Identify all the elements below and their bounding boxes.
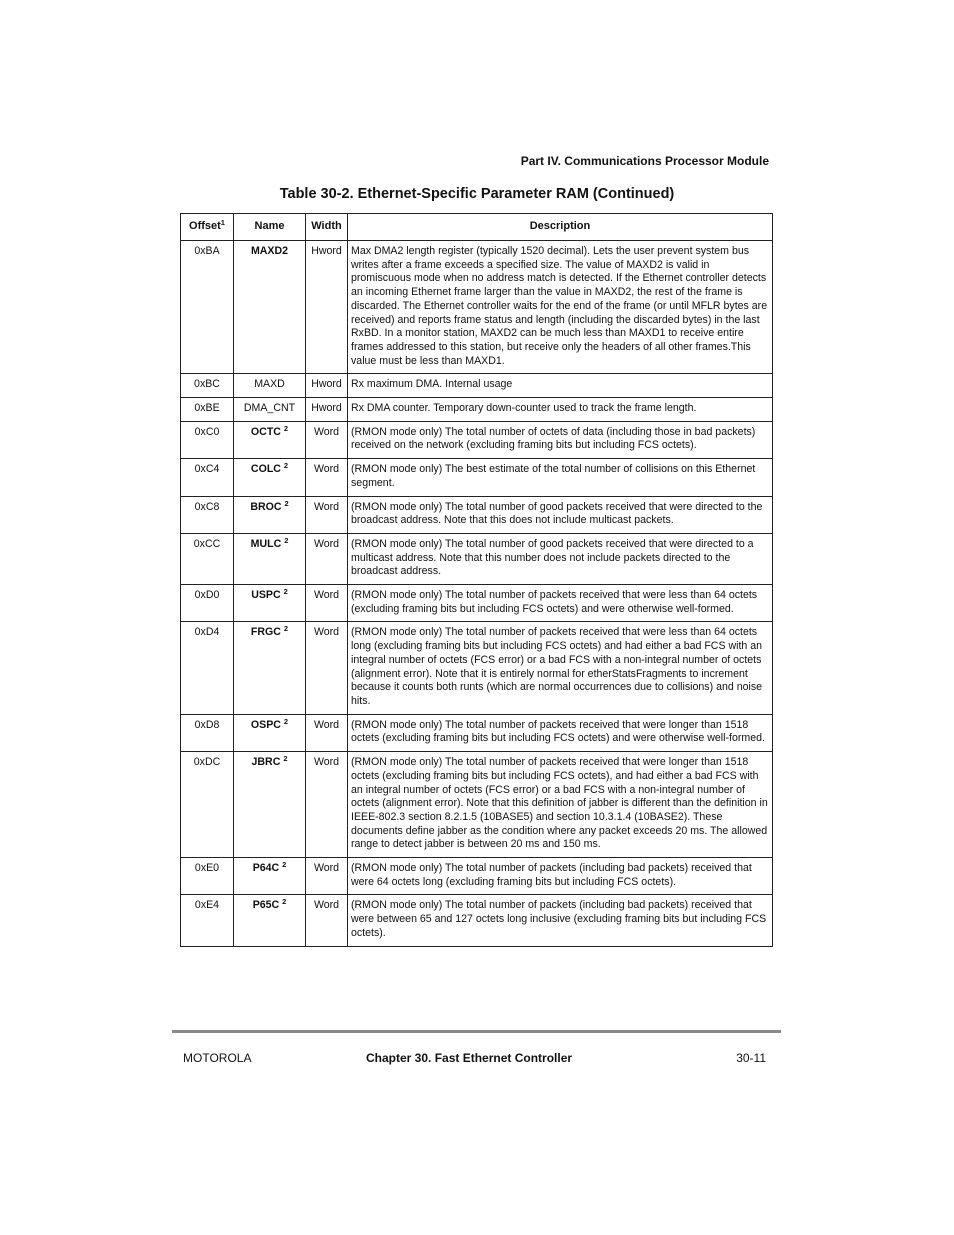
register-name: OCTC [250, 425, 281, 438]
cell-offset: 0xBE [181, 398, 234, 422]
cell-name [234, 496, 306, 533]
register-name: MAXD2 [250, 245, 289, 257]
header-name: Name [234, 214, 306, 241]
cell-width: Word [306, 533, 348, 584]
footnote-ref: 2 [283, 461, 289, 471]
register-name: BROC [250, 500, 282, 513]
cell-offset: 0xE0 [181, 858, 234, 895]
register-name: P65C [252, 899, 280, 912]
cell-description: (RMON mode only) The total number of octets of data (including those in bad packets) received on the network (excluding framing bits but including FCS octets). [348, 421, 773, 458]
cell-width: Word [306, 585, 348, 622]
table-row [181, 858, 773, 895]
cell-description: (RMON mode only) The total number of packets received that were longer than 1518 octets (excluding framing bits but including FCS octets), and had either a bad FCS with an integral number of octets (FCS error) or a bad FCS with a non-integral number of octets (alignment error). Note that this definition of jabber is different than the definition in IEEE-802.3 section 8.2.1.5 (10BASE5) and section 10.3.1.4 (10BASE2). These documents define jabber as the condition where any packet exceeds 20 ms. The allowed range to detect jabber is between 20 ms and 150 ms. [348, 752, 773, 858]
register-name: P64C [252, 862, 280, 875]
parameter-ram-table [180, 213, 773, 947]
table-row [181, 533, 773, 584]
cell-description: Rx DMA counter. Temporary down-counter used to track the frame length. [348, 398, 773, 422]
table-title: Table 30-2. Ethernet-Specific Parameter RAM (Continued) [279, 186, 675, 202]
cell-name [234, 585, 306, 622]
cell-description: (RMON mode only) The total number of packets received that were longer than 1518 octets (excluding framing bits but including FCS octets) and were otherwise well-formed. [348, 714, 773, 751]
cell-name [234, 374, 306, 398]
cell-description: (RMON mode only) The total number of packets (including bad packets) received that were 64 octets long (excluding framing bits but including FCS octets). [348, 858, 773, 895]
cell-offset: 0xC4 [181, 459, 234, 496]
register-name: DMA_CNT [243, 402, 296, 415]
cell-description: (RMON mode only) The total number of good packets received that were directed to a multicast address. Note that this number does not include packets directed to the broadcast address. [348, 533, 773, 584]
cell-name [234, 752, 306, 858]
header-width: Width [306, 214, 348, 241]
register-name: COLC [250, 463, 281, 476]
table-row [181, 374, 773, 398]
footer-chapter: Chapter 30. Fast Ethernet Controller [366, 1051, 573, 1065]
cell-description: (RMON mode only) The total number of packets (including bad packets) received that were between 65 and 127 octets long inclusive (excluding framing bits but including FCS octets). [348, 895, 773, 946]
cell-width: Word [306, 752, 348, 858]
cell-description: (RMON mode only) The total number of packets received that were less than 64 octets (excluding framing bits but including FCS octets) and were otherwise well-formed. [348, 585, 773, 622]
cell-name [234, 858, 306, 895]
footer-divider [172, 1030, 781, 1033]
table-row [181, 622, 773, 714]
cell-name [234, 714, 306, 751]
cell-offset: 0xDC [181, 752, 234, 858]
register-name: MULC [250, 537, 282, 550]
cell-width: Word [306, 714, 348, 751]
cell-offset: 0xD0 [181, 585, 234, 622]
cell-offset: 0xC8 [181, 496, 234, 533]
table-row [181, 752, 773, 858]
footnote-ref: 2 [283, 754, 288, 764]
register-name: USPC [251, 589, 281, 602]
header-offset: Offset$^1$ [181, 214, 234, 241]
table-body [181, 241, 773, 947]
table-row [181, 459, 773, 496]
cell-name [234, 622, 306, 714]
footnote-ref: 2 [283, 624, 289, 634]
table-row [181, 496, 773, 533]
footer-page-number: 30-11 [736, 1051, 766, 1065]
register-name: OSPC [250, 718, 281, 731]
cell-description: (RMON mode only) The best estimate of the total number of collisions on this Ethernet segment. [348, 459, 773, 496]
table-row [181, 398, 773, 422]
cell-offset: 0xBC [181, 374, 234, 398]
table-row [181, 714, 773, 751]
register-name: JBRC [251, 756, 281, 769]
header-description: Description [348, 214, 773, 241]
cell-width: Word [306, 895, 348, 946]
cell-offset: 0xD8 [181, 714, 234, 751]
table-row [181, 421, 773, 458]
cell-offset: 0xC0 [181, 421, 234, 458]
table-row [181, 895, 773, 946]
cell-offset: 0xE4 [181, 895, 234, 946]
footnote-ref: 2 [284, 535, 289, 545]
cell-description: Rx maximum DMA. Internal usage [348, 374, 773, 398]
cell-width: Word [306, 421, 348, 458]
table-header-row [181, 214, 773, 241]
cell-width: Word [306, 622, 348, 714]
cell-description: Max DMA2 length register (typically 1520 decimal). Lets the user prevent system bus writes after a frame exceeds a specified size. The value of MAXD2 is valid in promiscuous mode when no address match is detected. If the Ethernet controller detects an incoming Ethernet frame larger than the value in MAXD2, the rest of the frame is discarded. The Ethernet controller waits for the end of the frame (or until MFLR bytes are received) and reports frame status and length (including the discarded bytes) in the last RxBD. In a monitor station, MAXD2 can be much less than MAXD1 to receive entire frames addressed to this station, but receive only the headers of all other frames.This value must be less than MAXD1. [348, 241, 773, 374]
cell-description: (RMON mode only) The total number of good packets received that were directed to the broadcast address. Note that this does not include multicast packets. [348, 496, 773, 533]
footnote-ref: 2 [284, 498, 289, 508]
offset-footnote-ref: 1 [220, 218, 225, 228]
cell-name [234, 459, 306, 496]
cell-offset: 0xD4 [181, 622, 234, 714]
table-row [181, 241, 773, 374]
cell-width: Word [306, 459, 348, 496]
cell-name [234, 895, 306, 946]
footer-company: MOTOROLA [183, 1051, 252, 1065]
cell-width: Hword [306, 241, 348, 374]
footnote-ref: 2 [283, 716, 289, 726]
cell-name [234, 421, 306, 458]
footnote-ref: 2 [282, 860, 287, 870]
table-row [181, 585, 773, 622]
cell-description: (RMON mode only) The total number of packets received that were less than 64 octets long (excluding framing bits but including FCS octets) and had either a bad FCS with an integral number of octets (FCS error) or a bad FCS with a non-integral number of octets (alignment error). Note that it is entirely normal for etherStatsFragments to increment because it counts both runts (which are normal occurrences due to collisions) and noise hits. [348, 622, 773, 714]
cell-width: Hword [306, 374, 348, 398]
cell-name [234, 398, 306, 422]
register-name: FRGC [250, 626, 281, 639]
cell-offset: 0xBA [181, 241, 234, 374]
cell-width: Word [306, 858, 348, 895]
cell-width: Word [306, 496, 348, 533]
footnote-ref: 2 [283, 423, 289, 433]
cell-name [234, 533, 306, 584]
footnote-ref: 2 [283, 587, 288, 597]
running-header: Part IV. Communications Processor Module [520, 154, 769, 168]
cell-offset: 0xCC [181, 533, 234, 584]
footnote-ref: 2 [282, 897, 287, 907]
cell-name [234, 241, 306, 374]
cell-width: Hword [306, 398, 348, 422]
register-name: MAXD [254, 378, 285, 391]
